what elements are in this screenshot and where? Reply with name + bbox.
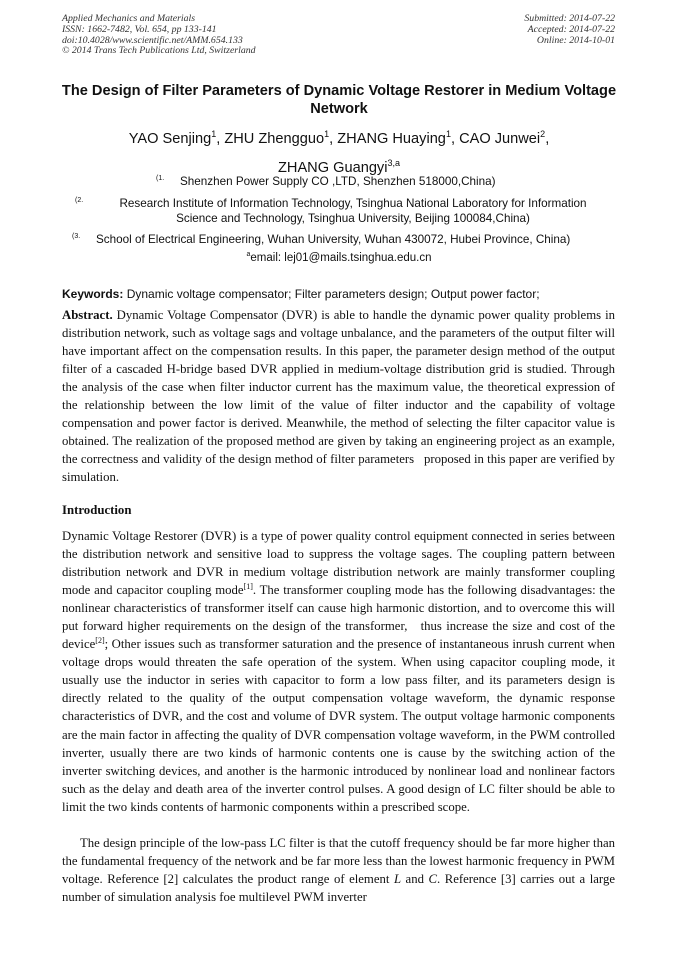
affiliation-3 [72, 232, 571, 247]
abstract [62, 306, 615, 486]
introduction-paragraph-2: The design principle of the low-pass LC filter is that the cutoff frequency should be far more higher than the fundamental frequency of the network and be far more less than the lowest harmonic frequency in PWM voltage. Reference [2] calculates the product range of element L and C. Reference [3] carries out a large number of simulation analysis foe multilevel PWM inverter [62, 836, 615, 905]
journal-issn: ISSN: 1662-7482, Vol. 654, pp 133-141 [62, 23, 217, 35]
author-list [50, 122, 628, 180]
submitted-date: Submitted: 2014-07-22 [524, 13, 615, 24]
author: ZHU Zhengguo$^1$, [224, 129, 338, 147]
affiliation-text: Research Institute of Information Technology, Tsinghua National Laboratory for Information [119, 197, 587, 210]
contact-email: $^a$email: lej01@mails.tsinghua.edu.cn [246, 251, 432, 264]
author: CAO Junwei$^2$, [459, 129, 550, 147]
submission-dates [524, 14, 615, 46]
introduction-paragraph-1: Dynamic Voltage Restorer (DVR) is a type of power quality control equipment connected in series between the distribution network and sensitive load to suppress the voltage sages. The coupling pattern between distribution network and DVR in medium voltage distribution network are mainly transformer coupling mode and capacitor coupling mode[1]. The transformer coupling mode has the following disadvantages: the nonlinear characteristics of transformer itself can cause high harmonic distortion, and to overcome this will put forward higher requirements on the design of the transformer, thus increase the size and cost of the device[2]; Other issues such as transformer saturation and the presence of instantaneous inrush current when voltage drops would threaten the safe operation of the system. When using capacitor coupling mode, it usually use the inductor in series with capacitor to form a low pass filter, and its parameters design is directly related to the quality of the output compensation voltage waveform, the dynamic response characteristics of DVR, and the cost and volume of DVR system. The output voltage harmonic components are the main factor in affecting the quality of DVR compensation voltage waveform, in the PWM controlled inverter, usually there are two kinds of harmonic contents one is cause by the switching action of the inverter switching devices, and another is the harmonic introduced by nonlinear load and nonlinear factors such as the delay and death area of the inverter control pulses. A good design of LC filter should be able to limit the two kinds contents of harmonic components within a prescribed scope. [62, 529, 615, 814]
affiliation-mark: (1. [156, 175, 165, 182]
affiliation-1 [156, 174, 496, 189]
abstract-text: Dynamic Voltage Compensator (DVR) is able to handle the dynamic power quality problems in distribution network, such as voltage sags and voltage unbalance, and the parameters of the output filter will have important affect on the compensation results. In this paper, the parameter design method of the output filter of a cascaded H-bridge based DVR applied in medium-voltage distribution grid is studied. Through the analysis of the case when filter inductor current has the maximum value, the theoretical expression of the relationship between the low limit of the value of filter inductor and the capability of voltage compensation and power factor is derived. Meanwhile, the method of selecting the filter capacitor value is obtained. The realization of the proposed method are given by taking an engineering project as an example, the correctness and validity of the design method of filter parameters proposed in this paper are verified by simulation. [62, 308, 615, 485]
affiliation-2 [75, 196, 609, 226]
keywords [62, 287, 622, 302]
journal-copyright: © 2014 Trans Tech Publications Ltd, Switzerland [62, 45, 256, 57]
author: ZHANG Huaying$^1$, [337, 129, 460, 147]
paper-title: The Design of Filter Parameters of Dynamic Voltage Restorer in Medium Voltage Network [61, 83, 617, 117]
journal-doi: doi:10.4028/www.scientific.net/AMM.654.133 [62, 34, 243, 46]
journal-header [62, 14, 256, 57]
affiliation-text: Shenzhen Power Supply CO ,LTD, Shenzhen 518000,China) [180, 175, 496, 188]
citation: [1] [243, 581, 253, 591]
affiliation-text: School of Electrical Engineering, Wuhan University, Wuhan 430072, Hubei Province, China) [96, 233, 571, 246]
abstract-label: Abstract. [62, 308, 113, 322]
affiliation-mark: (2. [75, 197, 84, 204]
author: YAO Senjing$^1$, [128, 129, 225, 147]
section-heading: Introduction [62, 503, 132, 517]
affiliation-text: Science and Technology, Tsinghua University, Beijing 100084,China) [176, 212, 530, 225]
citation: [2] [95, 636, 105, 646]
online-date: Online: 2014-10-01 [536, 34, 615, 46]
keywords-text: Dynamic voltage compensator; Filter parameters design; Output power factor; [126, 287, 540, 301]
accepted-date: Accepted: 2014-07-22 [527, 23, 615, 35]
journal-name: Applied Mechanics and Materials [62, 13, 196, 24]
affiliation-mark: (3. [72, 233, 81, 240]
keywords-label: Keywords: [62, 287, 124, 301]
author: ZHANG Guangyi$^{3,a}$ [277, 157, 400, 176]
